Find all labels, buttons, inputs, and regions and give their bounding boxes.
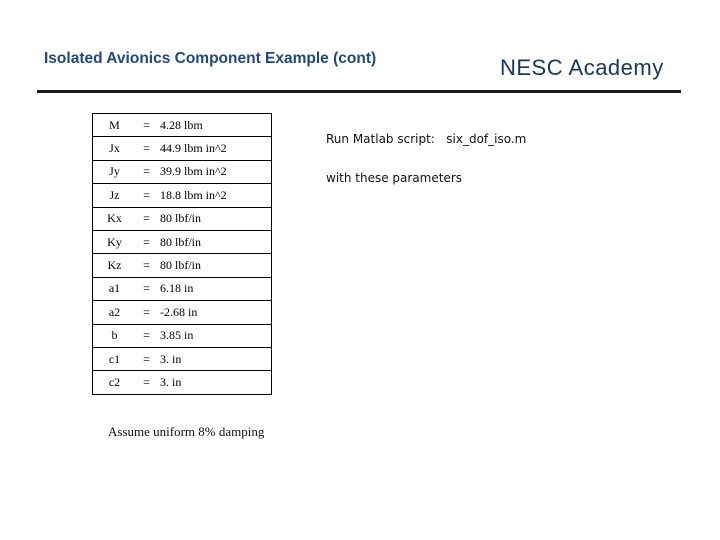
param-value: -2.68 in [157,301,272,324]
param-name: Ky [93,230,137,253]
damping-note: Assume uniform 8% damping [108,424,265,439]
table-row [93,137,272,160]
table-row [93,184,272,207]
table-row [93,371,272,394]
param-value: 3.85 in [157,324,272,347]
param-value: 4.28 lbm [157,114,272,137]
table-row [93,160,272,183]
param-name: Jz [93,184,137,207]
param-value: 3. in [157,347,272,370]
param-value: 3. in [157,371,272,394]
equals-sign: = [136,230,157,253]
table-row [93,207,272,230]
equals-sign: = [136,371,157,394]
param-name: c2 [93,371,137,394]
param-name: c1 [93,347,137,370]
param-value: 80 lbf/in [157,254,272,277]
brand-logo-text: NESC Academy [500,55,664,80]
equals-sign: = [136,301,157,324]
equals-sign: = [136,114,157,137]
table-row [93,230,272,253]
table-row [93,277,272,300]
table-row [93,347,272,370]
table-row [93,254,272,277]
param-name: a2 [93,301,137,324]
param-value: 18.8 lbm in^2 [157,184,272,207]
param-value: 80 lbf/in [157,207,272,230]
param-name: M [93,114,137,137]
equals-sign: = [136,254,157,277]
param-value: 39.9 lbm in^2 [157,160,272,183]
table-row [93,301,272,324]
equals-sign: = [136,160,157,183]
header-divider [37,90,681,93]
equals-sign: = [136,324,157,347]
param-name: Kx [93,207,137,230]
table-row [93,324,272,347]
equals-sign: = [136,137,157,160]
equals-sign: = [136,207,157,230]
param-value: 80 lbf/in [157,230,272,253]
slide-title: Isolated Avionics Component Example (cont) [44,50,377,67]
param-value: 44.9 lbm in^2 [157,137,272,160]
equals-sign: = [136,184,157,207]
param-value: 6.18 in [157,277,272,300]
equals-sign: = [136,277,157,300]
param-name: b [93,324,137,347]
param-name: a1 [93,277,137,300]
instruction-run-script: Run Matlab script: six_dof_iso.m [326,132,527,146]
param-name: Jx [93,137,137,160]
instruction-parameters: with these parameters [326,171,463,185]
param-name: Kz [93,254,137,277]
param-name: Jy [93,160,137,183]
equals-sign: = [136,347,157,370]
parameters-table [92,113,272,395]
table-row [93,114,272,137]
